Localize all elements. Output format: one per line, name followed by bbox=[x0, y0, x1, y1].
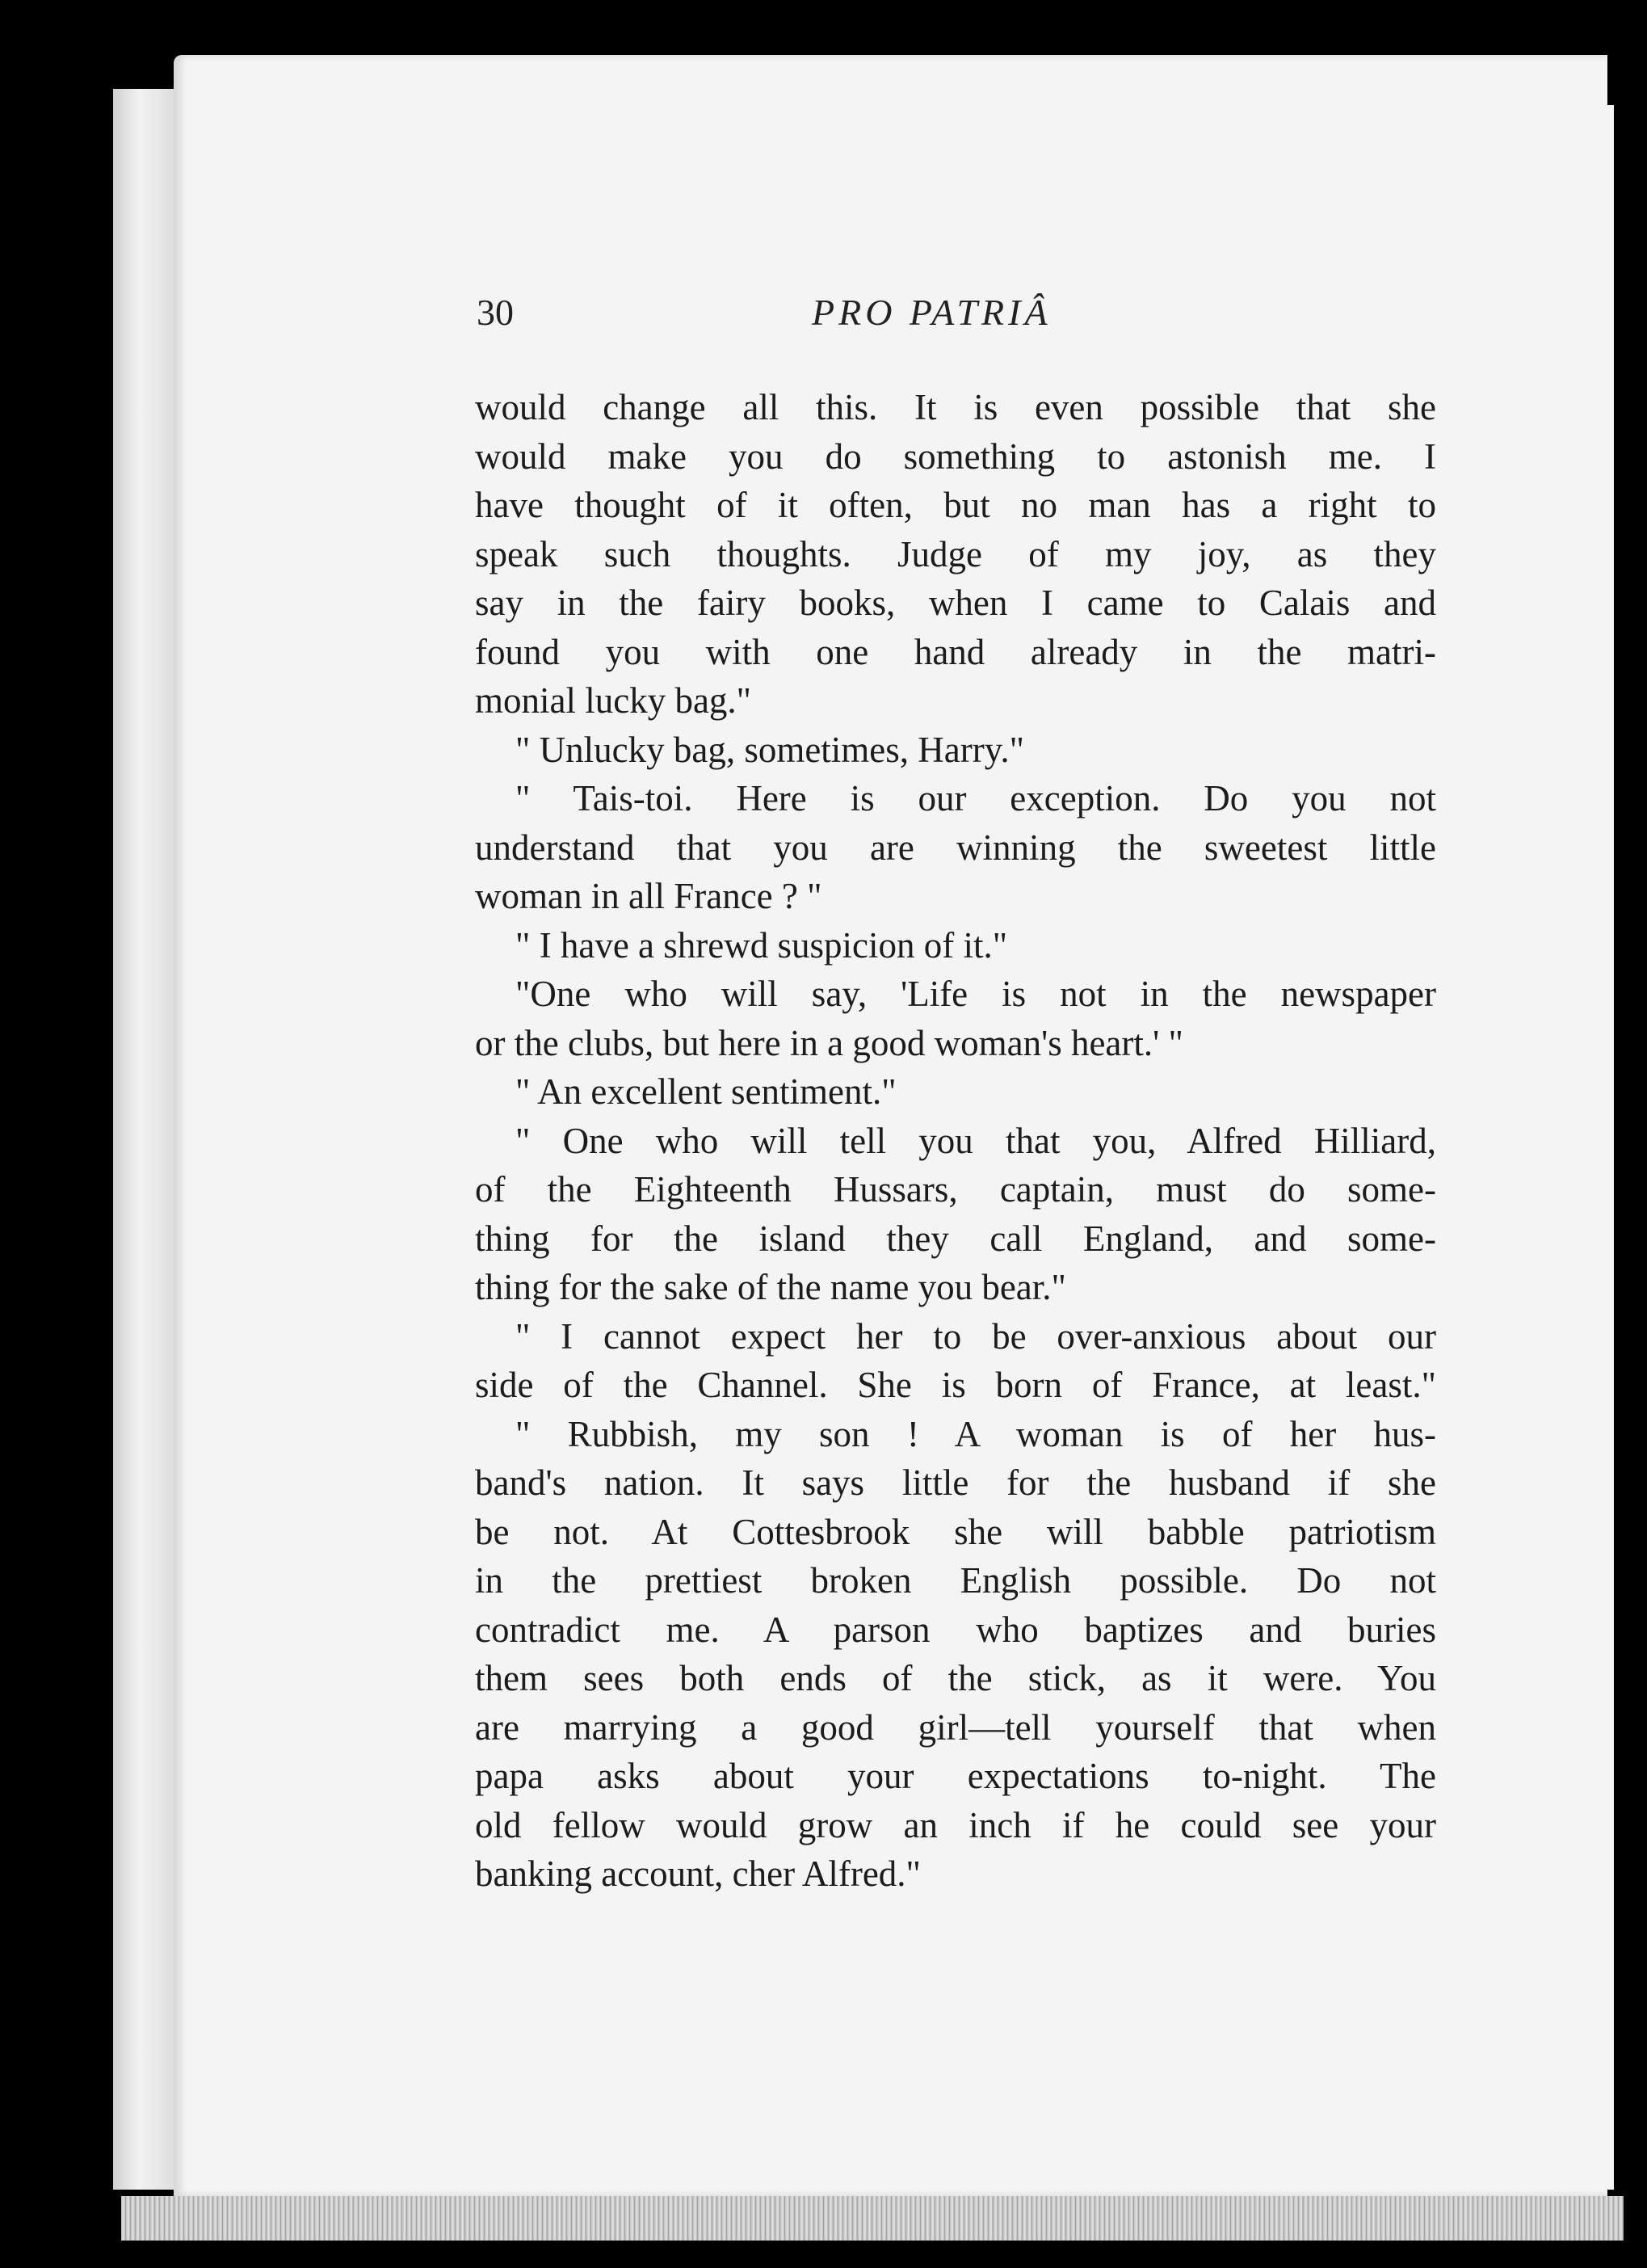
text-line: " One who will tell you that you, Alfred Hilliard, bbox=[515, 1120, 1436, 1161]
book-spine-edge bbox=[113, 89, 178, 2190]
text-line: speak such thoughts. Judge of my joy, as they bbox=[475, 533, 1436, 574]
text-line: or the clubs, but here in a good woman's heart.' " bbox=[475, 1022, 1183, 1063]
body-text bbox=[475, 383, 1436, 1899]
text-line: monial lucky bag." bbox=[475, 680, 752, 721]
text-line: "One who will say, 'Life is not in the newspaper bbox=[515, 974, 1436, 1014]
page-header bbox=[477, 291, 1430, 339]
page-number: 30 bbox=[477, 292, 514, 333]
running-title: PRO PATRIÂ bbox=[812, 292, 1052, 333]
text-line: would change all this. It is even possible that she bbox=[475, 387, 1436, 427]
text-line: contradict me. A parson who baptizes and buries bbox=[475, 1609, 1436, 1650]
page-stack-bottom-edge bbox=[121, 2196, 1624, 2241]
text-line: are marrying a good girl—tell yourself that when bbox=[475, 1706, 1436, 1748]
text-line: band's nation. It says little for the husband if she bbox=[475, 1462, 1436, 1503]
text-line: " Tais-toi. Here is our exception. Do you not bbox=[515, 778, 1436, 818]
text-line: thing for the island they call England, and some- bbox=[475, 1218, 1436, 1259]
text-line: " Unlucky bag, sometimes, Harry." bbox=[515, 729, 1024, 770]
text-line: old fellow would grow an inch if he could see your bbox=[475, 1804, 1436, 1845]
text-line: banking account, cher Alfred." bbox=[475, 1854, 921, 1894]
text-line: them sees both ends of the stick, as it were. You bbox=[475, 1658, 1436, 1698]
text-line: of the Eighteenth Hussars, captain, must do some- bbox=[475, 1169, 1436, 1210]
text-line: say in the fairy books, when I came to Calais and bbox=[475, 583, 1436, 623]
text-line: thing for the sake of the name you bear." bbox=[475, 1267, 1066, 1307]
text-line: in the prettiest broken English possible. Do not bbox=[475, 1560, 1436, 1601]
text-line: woman in all France ? " bbox=[475, 876, 822, 916]
text-line: " Rubbish, my son ! A woman is of her hus- bbox=[515, 1413, 1436, 1454]
text-line: have thought of it often, but no man has a right to bbox=[475, 485, 1436, 525]
text-line: would make you do something to astonish me. I bbox=[475, 436, 1436, 477]
text-line: understand that you are winning the sweetest little bbox=[475, 827, 1436, 868]
text-line: " An excellent sentiment." bbox=[515, 1071, 897, 1112]
page-right-edge bbox=[1607, 105, 1614, 2190]
text-line: found you with one hand already in the matri- bbox=[475, 631, 1436, 672]
text-line: " I cannot expect her to be over-anxious about our bbox=[515, 1315, 1436, 1357]
text-line: papa asks about your expectations to-night. The bbox=[475, 1756, 1436, 1796]
text-line: be not. At Cottesbrook she will babble patriotism bbox=[475, 1511, 1436, 1552]
text-line: side of the Channel. She is born of France, at least." bbox=[475, 1365, 1436, 1405]
text-line: " I have a shrewd suspicion of it." bbox=[515, 924, 1008, 966]
